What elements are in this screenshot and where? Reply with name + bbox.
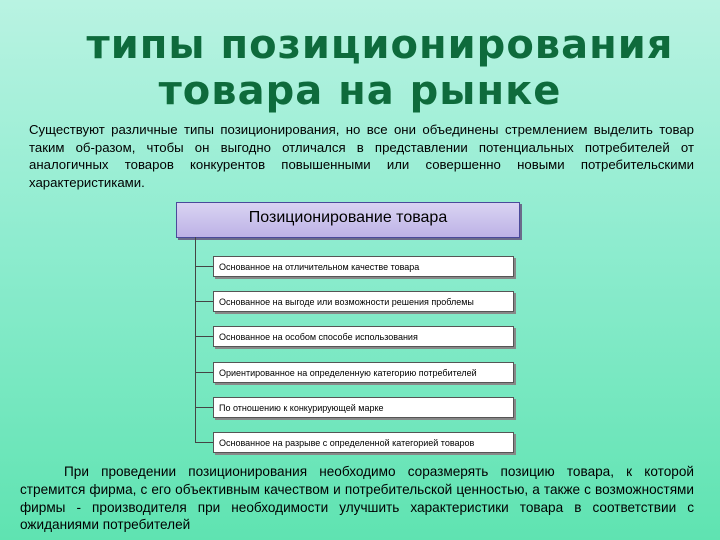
slide-title-line-2: товара на рынке bbox=[158, 68, 562, 114]
diagram-branch-line bbox=[195, 301, 213, 302]
diagram-node: Основанное на выгоде или возможности решения проблемы bbox=[213, 291, 514, 312]
diagram-branch-line bbox=[195, 266, 213, 267]
slide-title-line-1: типы позиционирования bbox=[86, 22, 674, 68]
diagram-branch-line bbox=[195, 442, 213, 443]
diagram-node: Основанное на особом способе использования bbox=[213, 326, 514, 347]
diagram-node: Ориентированное на определенную категорию потребителей bbox=[213, 362, 514, 383]
diagram-trunk-line bbox=[195, 237, 196, 442]
diagram-branch-line bbox=[195, 372, 213, 373]
diagram-node: По отношению к конкурирующей марке bbox=[213, 397, 514, 418]
diagram-node: Основанное на разрыве с определенной категорией товаров bbox=[213, 432, 514, 453]
diagram-root-box: Позиционирование товара bbox=[176, 202, 520, 238]
diagram-branch-line bbox=[195, 336, 213, 337]
outro-text: При проведении позиционирования необходимо соразмерять позицию товара, к которой стремится фирма, с его объективным качеством и потребительской ценностью, а также с возможностями фирмы - производителя при необходимости улучшить характеристики товара в соответствии с ожиданиями потребителей bbox=[20, 464, 694, 533]
diagram-node: Основанное на отличительном качестве товара bbox=[213, 256, 514, 277]
outro-paragraph bbox=[20, 463, 694, 534]
slide-title bbox=[0, 22, 720, 114]
intro-paragraph: Существуют различные типы позиционирования, но все они объединены стремлением выделить товар таким об-разом, чтобы он выгодно отличался в представлении потенциальных потребителей от аналогичных товаров конкурентов повышенными или совершенно новыми потребительскими характеристиками. bbox=[29, 122, 694, 190]
diagram-branch-line bbox=[195, 407, 213, 408]
